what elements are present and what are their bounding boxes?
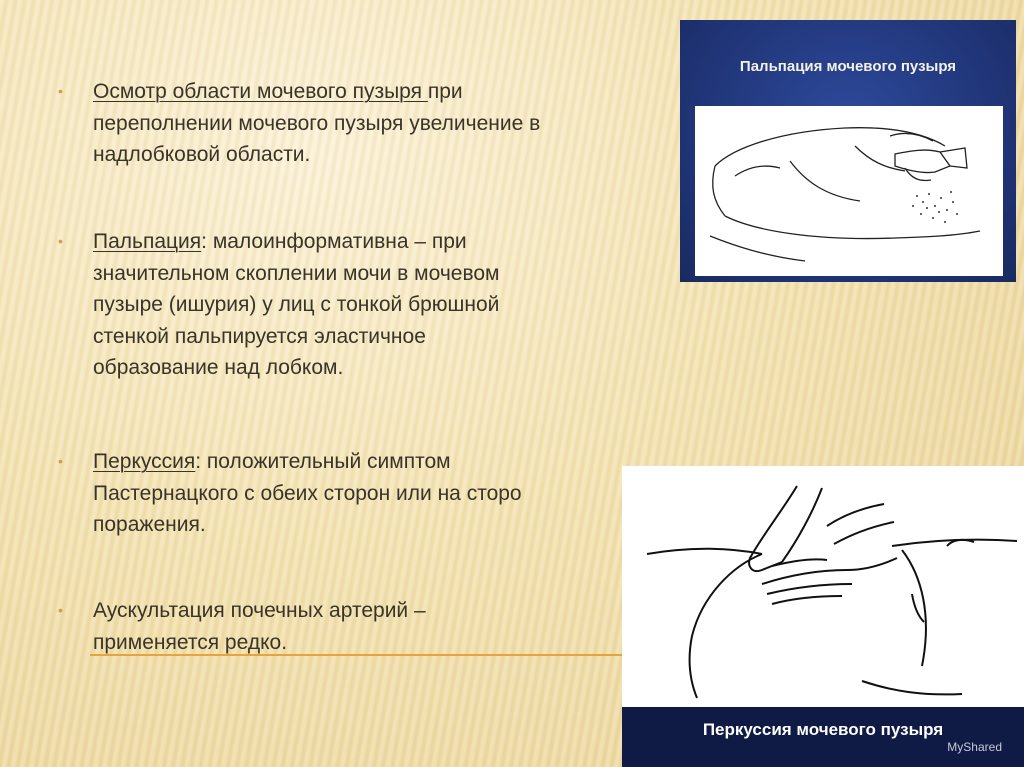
bullet-term-palpation: Пальпация [93,230,202,253]
watermark: MyShared [947,740,1002,754]
bullet-marker: • [58,453,63,469]
decorative-underline [90,654,630,656]
bullet-palpation [58,226,658,384]
bullet-auscultation [58,595,658,658]
bullet-text-line: : малоинформативна – при [201,230,467,253]
bullet-percussion [58,446,658,541]
figure-palpation-caption: Пальпация мочевого пузыря [739,58,957,75]
figure-palpation [680,20,1016,282]
palpation-drawing [695,106,1003,276]
bullet-text-line: при [427,80,463,103]
bullet-text-line: образование над лобком. [93,356,344,379]
bullet-text-line: надлобковой области. [93,143,311,166]
figure-percussion-caption: Перкуссия мочевого пузыря [702,720,944,739]
bullet-text-line: пузыре (ишурия) у лиц с тонкой брюшной [93,293,500,316]
palpation-illustration [695,106,1003,276]
bullet-text-line: : положительный симптом [195,450,451,473]
bullet-text-line: Аускультация почечных артерий – [93,599,426,622]
bullet-text-line: значительном скоплении мочи в мочевом [93,261,500,285]
bullet-text-line: Пастернацкого с обеих сторон или на сторо [93,481,522,505]
bullet-term-inspection: Осмотр области мочевого пузыря [93,80,428,103]
bullet-text-line: стенкой пальпируется эластичное [93,324,426,348]
percussion-drawing [622,466,1024,707]
bullet-text-line: применяется редко. [93,630,288,654]
bullet-marker: • [58,83,63,99]
bullet-text-line: поражения. [93,513,206,536]
bullet-marker: • [58,233,63,249]
bullet-marker: • [58,602,63,618]
bullet-text-line: переполнении мочевого пузыря увеличение в [93,111,541,135]
bullet-term-percussion: Перкуссия [93,450,196,473]
bullet-inspection [58,76,658,171]
figure-percussion-caption-bar [622,707,1024,767]
figure-percussion [622,466,1024,767]
